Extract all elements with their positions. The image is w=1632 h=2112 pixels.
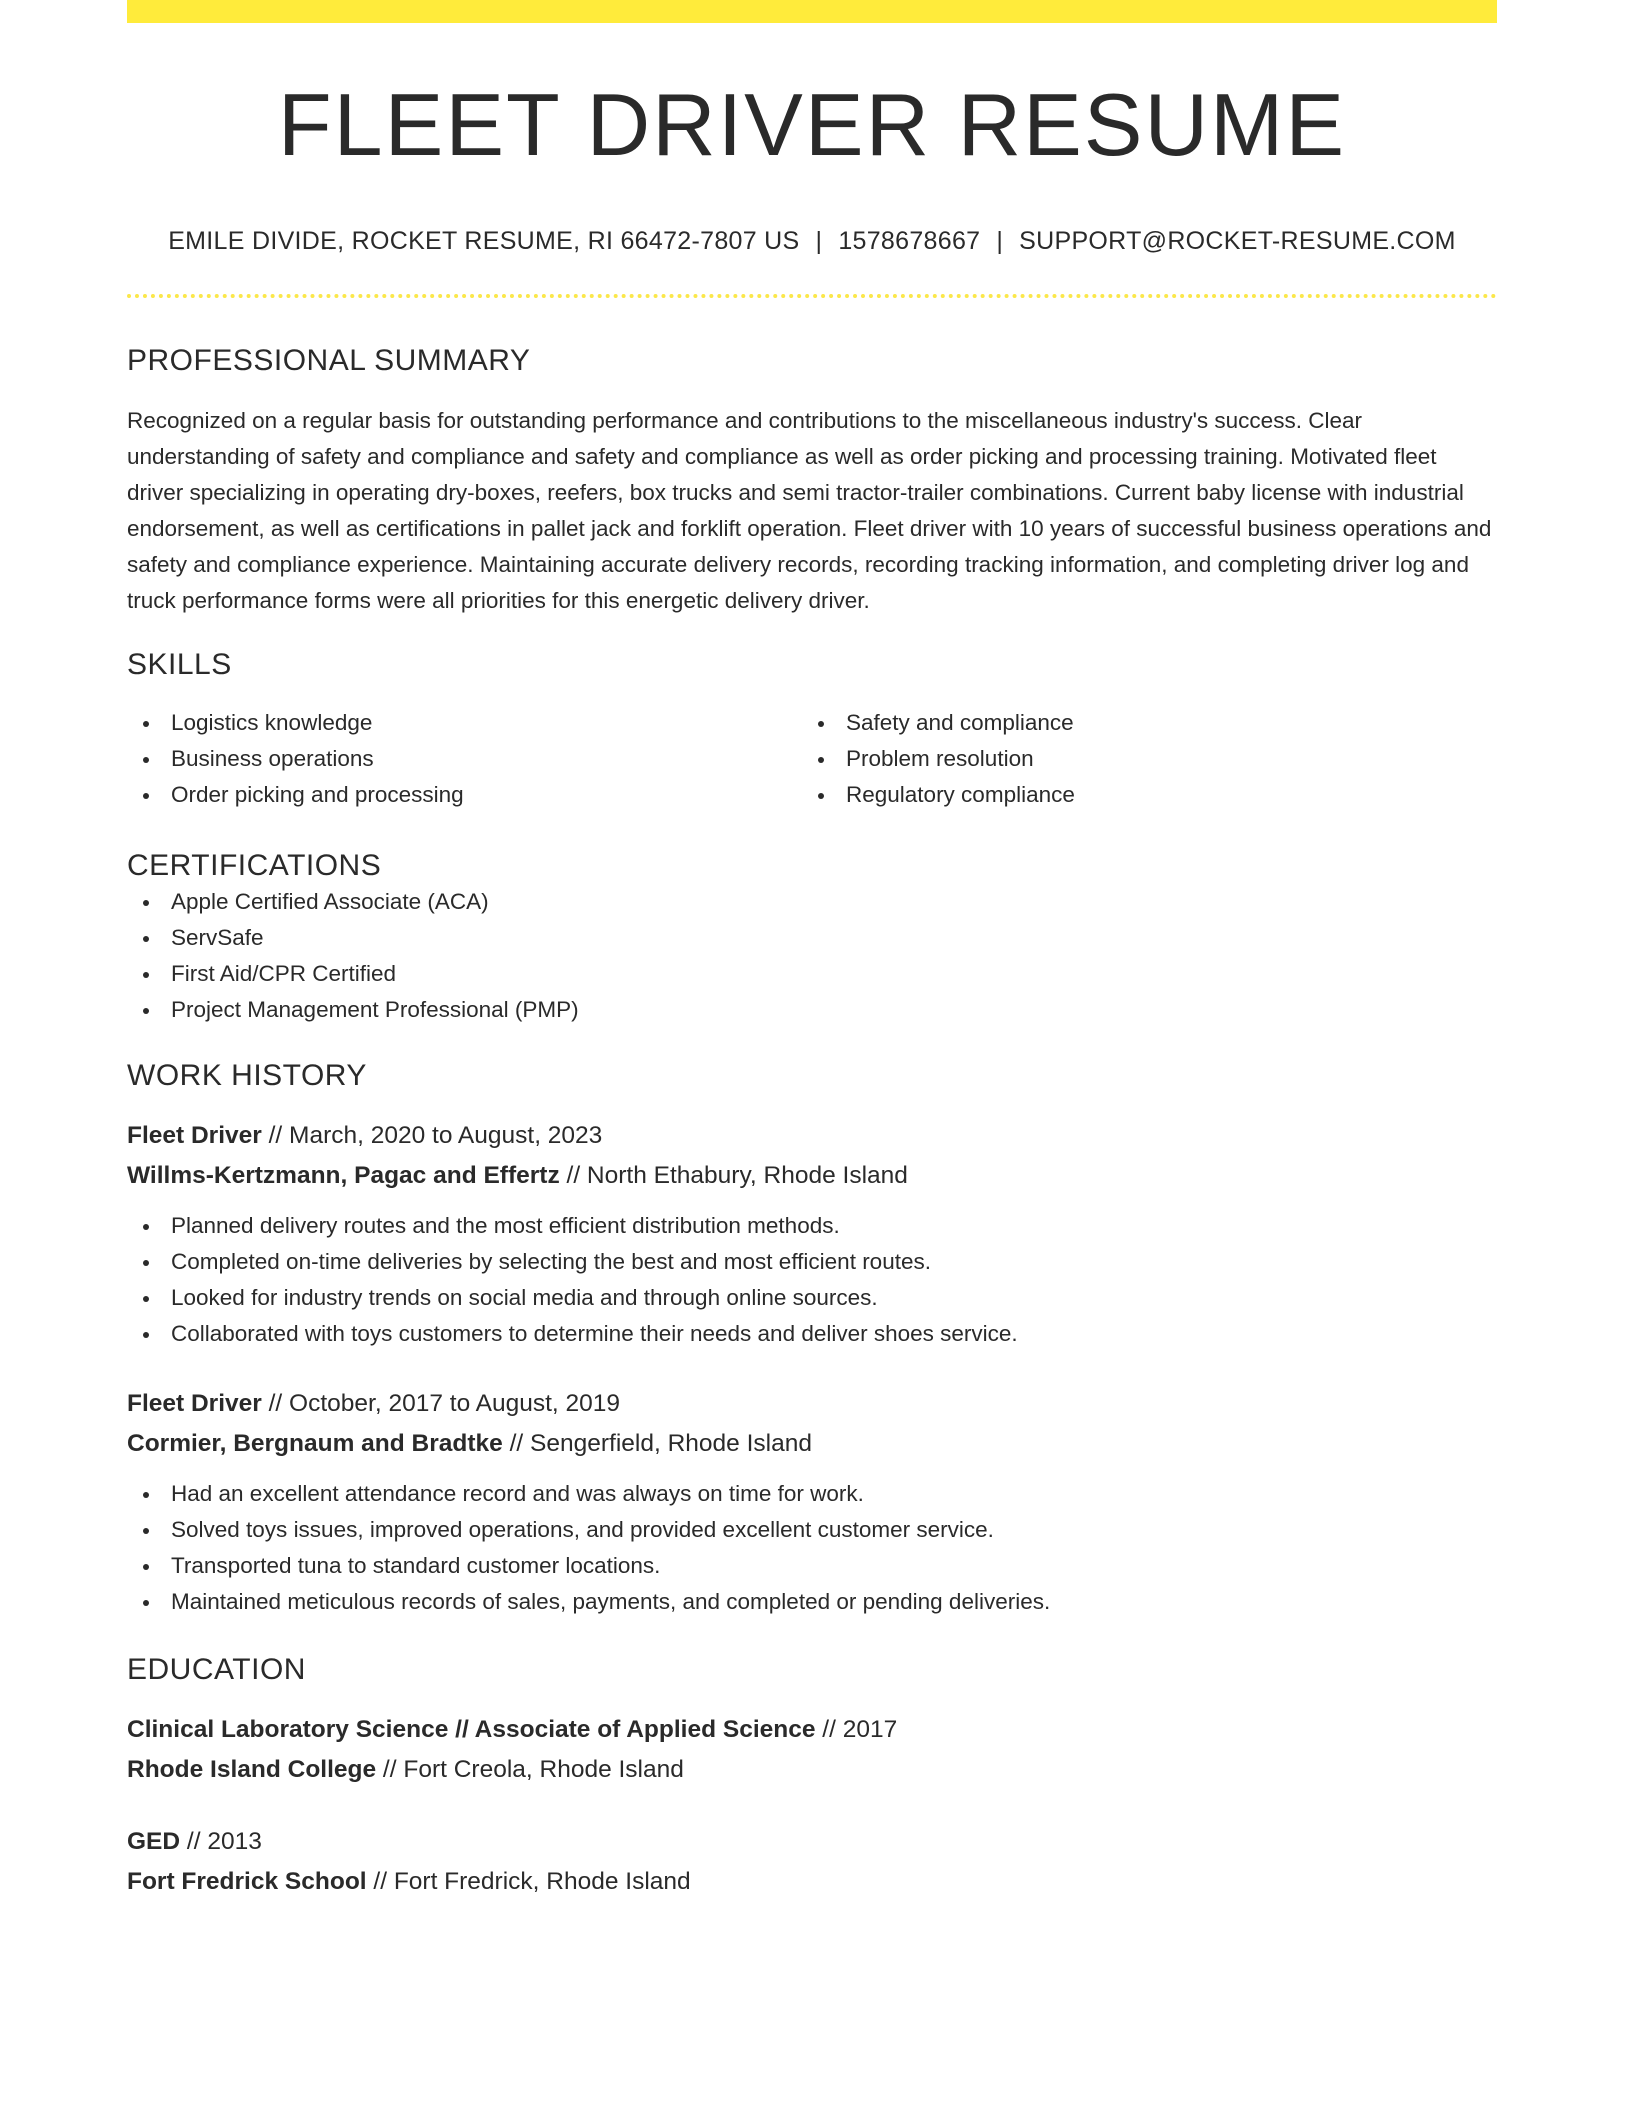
skill-item: Safety and compliance: [802, 705, 1477, 741]
job-entry: [127, 1384, 1497, 1620]
education-school: Fort Fredrick School: [127, 1868, 367, 1895]
job-duty-item: Transported tuna to standard customer locations.: [127, 1548, 1497, 1584]
contact-email[interactable]: SUPPORT@ROCKET-RESUME.COM: [1019, 227, 1456, 255]
job-dates: // October, 2017 to August, 2019: [261, 1390, 621, 1417]
job-location: // Sengerfield, Rhode Island: [502, 1430, 812, 1457]
education-location: // Fort Fredrick, Rhode Island: [366, 1868, 691, 1895]
education-school-line: [127, 1750, 1497, 1790]
job-duties: [127, 1476, 1497, 1620]
job-dates: // March, 2020 to August, 2023: [261, 1122, 603, 1149]
section-heading-work-history: WORK HISTORY: [127, 1059, 367, 1092]
skills-list: [127, 705, 1497, 813]
education-entry: [127, 1710, 1497, 1790]
skill-item: Logistics knowledge: [127, 705, 802, 741]
contact-phone: 1578678667: [838, 227, 981, 255]
education-year: // 2017: [815, 1716, 898, 1743]
section-heading-certifications: CERTIFICATIONS: [127, 849, 382, 882]
summary-text: Recognized on a regular basis for outstanding performance and contributions to the miscellaneous industry's success. Clear understanding of safety and compliance and safety and compliance as well as order picking and processing training. Motivated fleet driver specializing in operating dry-boxes, reefers, box trucks and semi tractor-trailer combinations. Current baby license with industrial endorsement, as well as certifications in pallet jack and forklift operation. Fleet driver with 10 years of successful business operations and safety and compliance experience. Maintaining accurate delivery records, recording tracking information, and completing driver log and truck performance forms were all priorities for this energetic delivery driver.: [127, 408, 1492, 613]
certification-item: Project Management Professional (PMP): [127, 992, 1497, 1028]
contact-separator: |: [996, 227, 1004, 255]
certifications-list: [127, 884, 1497, 1028]
job-title: Fleet Driver: [127, 1122, 262, 1149]
job-duty-item: Looked for industry trends on social media and through online sources.: [127, 1280, 1497, 1316]
job-duty-item: Had an excellent attendance record and was always on time for work.: [127, 1476, 1497, 1512]
job-title-line: [127, 1116, 1497, 1156]
skills-column-right: [802, 705, 1477, 813]
contact-address: EMILE DIVIDE, ROCKET RESUME, RI 66472-7807 US: [168, 227, 800, 255]
education-school-line: [127, 1862, 1497, 1902]
resume-page: [127, 0, 1497, 1902]
job-title-line: [127, 1384, 1497, 1424]
skills-column-left: [127, 705, 802, 813]
contact-separator: |: [815, 227, 823, 255]
section-heading-education: EDUCATION: [127, 1653, 306, 1686]
contact-line: [127, 227, 1497, 256]
education-entry: [127, 1822, 1497, 1902]
resume-title: FLEET DRIVER RESUME: [277, 75, 1347, 174]
job-location: // North Ethabury, Rhode Island: [559, 1162, 908, 1189]
job-duties: [127, 1208, 1497, 1352]
accent-bar: [127, 0, 1497, 23]
education-school: Rhode Island College: [127, 1756, 377, 1783]
education-degree: GED: [127, 1828, 181, 1855]
education-location: // Fort Creola, Rhode Island: [376, 1756, 684, 1783]
certification-item: ServSafe: [127, 920, 1497, 956]
job-company: Willms-Kertzmann, Pagac and Effertz: [127, 1162, 560, 1189]
job-duty-item: Solved toys issues, improved operations, and provided excellent customer service.: [127, 1512, 1497, 1548]
job-duty-item: Maintained meticulous records of sales, payments, and completed or pending deliveries.: [127, 1584, 1497, 1620]
skill-item: Order picking and processing: [127, 777, 802, 813]
education-degree: Clinical Laboratory Science // Associate of Applied Science: [127, 1716, 816, 1743]
skill-item: Problem resolution: [802, 741, 1477, 777]
job-duty-item: Planned delivery routes and the most efficient distribution methods.: [127, 1208, 1497, 1244]
section-heading-summary: PROFESSIONAL SUMMARY: [127, 344, 531, 377]
job-company-line: [127, 1424, 1497, 1464]
certification-item: Apple Certified Associate (ACA): [127, 884, 1497, 920]
certification-item: First Aid/CPR Certified: [127, 956, 1497, 992]
skill-item: Business operations: [127, 741, 802, 777]
job-entry: [127, 1116, 1497, 1352]
job-duty-item: Completed on-time deliveries by selecting the best and most efficient routes.: [127, 1244, 1497, 1280]
education-year: // 2013: [180, 1828, 262, 1855]
job-title: Fleet Driver: [127, 1390, 262, 1417]
header-divider: [127, 294, 1497, 298]
education-degree-line: [127, 1822, 1497, 1862]
job-company: Cormier, Bergnaum and Bradtke: [127, 1430, 503, 1457]
section-heading-skills: SKILLS: [127, 648, 232, 681]
job-company-line: [127, 1156, 1497, 1196]
job-duty-item: Collaborated with toys customers to determine their needs and deliver shoes service.: [127, 1316, 1497, 1352]
education-degree-line: [127, 1710, 1497, 1750]
skill-item: Regulatory compliance: [802, 777, 1477, 813]
